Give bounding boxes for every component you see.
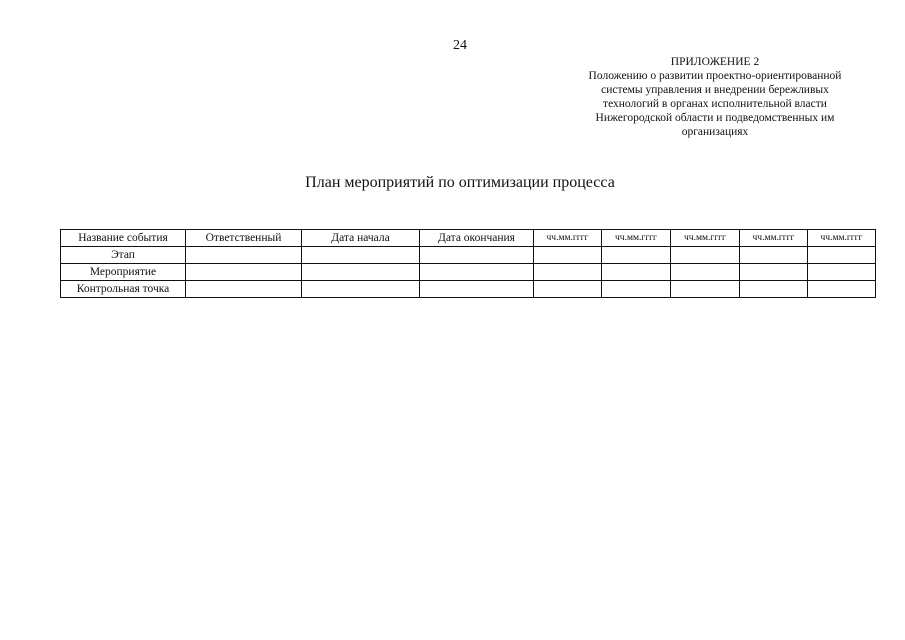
- header-end-date: Дата окончания: [420, 230, 534, 247]
- row-label: Мероприятие: [61, 264, 186, 281]
- header-date-1: чч.мм.гггг: [534, 230, 602, 247]
- header-responsible: Ответственный: [186, 230, 302, 247]
- table-header-row: [61, 230, 876, 247]
- table-cell: [740, 281, 808, 298]
- table-cell: [420, 264, 534, 281]
- row-label: Контрольная точка: [61, 281, 186, 298]
- appendix-line: Положению о развитии проектно-ориентированной: [588, 70, 842, 82]
- table-cell: [534, 281, 602, 298]
- header-event-name: Название события: [61, 230, 186, 247]
- table-cell: [302, 264, 420, 281]
- table-cell: [302, 281, 420, 298]
- table-cell: [534, 247, 602, 264]
- table-cell: [740, 247, 808, 264]
- table-cell: [671, 281, 740, 298]
- table-row: [61, 247, 876, 264]
- appendix-line: технологий в органах исполнительной власти: [603, 98, 827, 110]
- table-cell: [671, 264, 740, 281]
- table-cell: [602, 247, 671, 264]
- table-row: [61, 264, 876, 281]
- table-cell: [302, 247, 420, 264]
- table-cell: [740, 264, 808, 281]
- table-cell: [602, 281, 671, 298]
- table-cell: [808, 264, 876, 281]
- document-title: План мероприятий по оптимизации процесса: [305, 174, 615, 191]
- header-date-3: чч.мм.гггг: [671, 230, 740, 247]
- row-label: Этап: [61, 247, 186, 264]
- header-date-2: чч.мм.гггг: [602, 230, 671, 247]
- appendix-title: ПРИЛОЖЕНИЕ 2: [670, 56, 760, 68]
- table-cell: [534, 264, 602, 281]
- table-row: [61, 281, 876, 298]
- appendix-line: системы управления и внедрении бережливых: [601, 84, 829, 96]
- header-date-4: чч.мм.гггг: [740, 230, 808, 247]
- table-cell: [671, 247, 740, 264]
- appendix-header: [565, 55, 865, 139]
- plan-table: [60, 229, 876, 298]
- table-cell: [420, 281, 534, 298]
- appendix-line: Нижегородской области и подведомственных им: [595, 112, 835, 124]
- table-cell: [602, 264, 671, 281]
- header-date-5: чч.мм.гггг: [808, 230, 876, 247]
- table-cell: [808, 247, 876, 264]
- table-cell: [420, 247, 534, 264]
- header-start-date: Дата начала: [302, 230, 420, 247]
- table-cell: [186, 281, 302, 298]
- page-number: 24: [453, 38, 467, 53]
- table-cell: [186, 264, 302, 281]
- appendix-line: организациях: [681, 126, 749, 138]
- table-cell: [808, 281, 876, 298]
- table-cell: [186, 247, 302, 264]
